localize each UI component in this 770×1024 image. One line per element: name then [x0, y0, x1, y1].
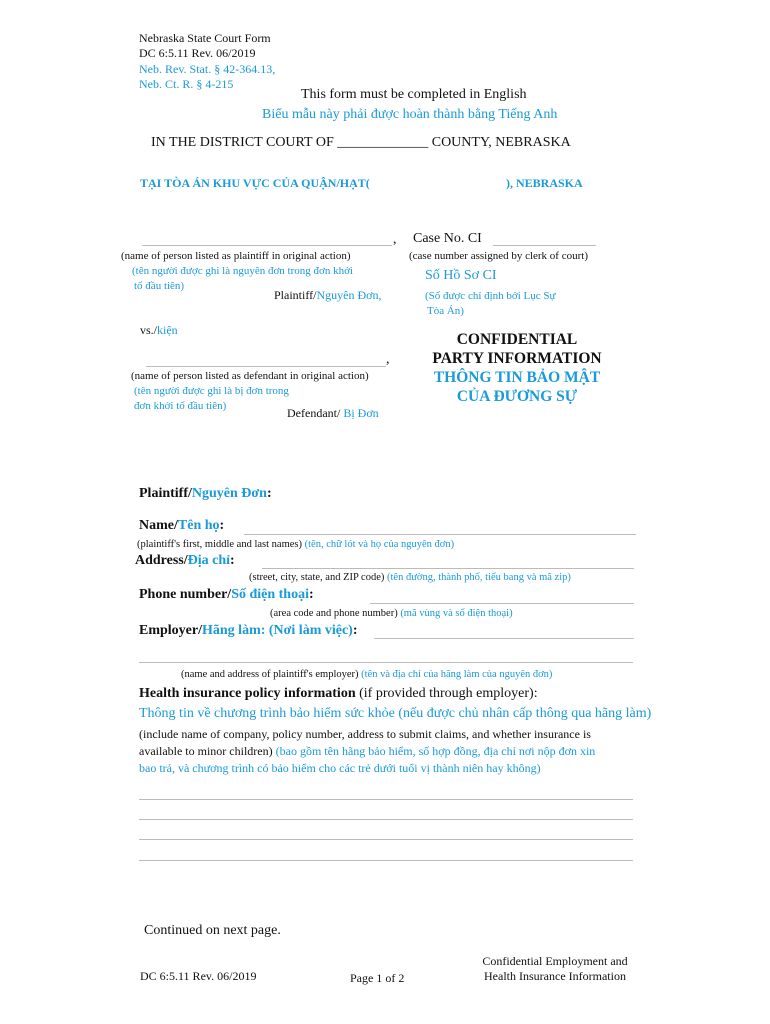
- name-hint: [137, 539, 454, 550]
- phone-hint-en: (area code and phone number): [270, 608, 398, 619]
- footer-doc-title-2: Health Insurance Information: [484, 969, 626, 983]
- insurance-desc-2: [139, 744, 595, 759]
- phone-label: [139, 587, 314, 603]
- employer-label-en: Employer/: [139, 623, 202, 638]
- case-number-hint-vi-1: (Số được chỉ định bởi Lục Sự: [425, 290, 556, 302]
- insurance-input-line-4[interactable]: [139, 860, 633, 861]
- insurance-desc-1: (include name of company, policy number, address to submit claims, and whether insurance is: [139, 727, 591, 741]
- address-hint: [249, 572, 571, 583]
- phone-input-line[interactable]: [370, 603, 634, 604]
- employer-label-colon: :: [352, 623, 358, 638]
- english-notice: This form must be completed in English: [301, 87, 527, 102]
- name-label: [139, 518, 224, 534]
- case-number-label-vi: Số Hồ Sơ CI: [425, 268, 497, 283]
- defendant-hint-vi-2: đơn khởi tố đầu tiên): [134, 400, 227, 412]
- employer-hint: [181, 669, 552, 680]
- form-title-line-3-vi: THÔNG TIN BẢO MẬT: [433, 369, 601, 386]
- employer-input-line-1[interactable]: [374, 638, 634, 639]
- versus-vi: kiện: [157, 323, 178, 337]
- plaintiff-name-line[interactable]: [142, 245, 392, 246]
- court-heading-vi-left: TẠI TÒA ÁN KHU VỰC CỦA QUẬN/HẠT(: [140, 176, 370, 190]
- section-heading-en: Plaintiff/: [139, 486, 192, 501]
- defendant-role: [287, 406, 379, 421]
- address-label: [135, 553, 235, 569]
- plaintiff-role-vi: Nguyên Đơn,: [316, 288, 382, 302]
- case-number-hint: (case number assigned by clerk of court): [409, 250, 588, 262]
- form-title-line-4-vi: CỦA ĐƯƠNG SỰ: [456, 388, 578, 405]
- plaintiff-hint-vi-1: (tên người được ghi là nguyên đơn trong đơn khởi: [132, 265, 353, 277]
- section-heading-vi: Nguyên Đơn: [191, 486, 267, 501]
- phone-label-en: Phone number/: [139, 587, 232, 602]
- continued-note: Continued on next page.: [144, 923, 281, 938]
- form-name: Nebraska State Court Form: [139, 31, 271, 45]
- footer-form-code: DC 6:5.11 Rev. 06/2019: [140, 969, 257, 983]
- plaintiff-hint: (name of person listed as plaintiff in original action): [121, 250, 351, 262]
- address-input-line[interactable]: [262, 568, 634, 569]
- defendant-role-vi: Bị Đơn: [343, 406, 379, 420]
- insurance-input-line-3[interactable]: [139, 839, 633, 840]
- defendant-hint: (name of person listed as defendant in original action): [131, 370, 369, 382]
- plaintiff-role-en: Plaintiff/: [274, 288, 317, 302]
- plaintiff-section-heading: [139, 486, 272, 502]
- insurance-title-bold: Health insurance policy information: [139, 686, 356, 701]
- case-number-hint-vi-2: Tòa Án): [427, 305, 464, 317]
- insurance-desc-2-vi: (bao gồm tên hãng bảo hiểm, số hợp đồng, địa chỉ nơi nộp đơn xin: [275, 744, 596, 758]
- name-label-en: Name/: [139, 518, 178, 533]
- insurance-title-vi: Thông tin về chương trình bảo hiểm sức khỏe (nếu được chủ nhân cấp thông qua hãng làm): [139, 706, 652, 721]
- address-label-vi: Địa chỉ: [187, 553, 231, 568]
- footer-doc-title: [478, 954, 632, 984]
- statute-1: Neb. Rev. Stat. § 42-364.13,: [139, 62, 276, 76]
- name-hint-en: (plaintiff's first, middle and last names): [137, 539, 302, 550]
- page-number: Page 1 of 2: [350, 971, 405, 985]
- insurance-desc-3-vi: bao trả, và chương trình có bảo hiểm cho các trẻ dưới tuổi vị thành niên hay không): [139, 761, 541, 775]
- defendant-hint-vi-1: (tên người được ghi là bị đơn trong: [134, 385, 289, 397]
- vietnamese-notice: Biểu mẫu này phải được hoàn thành bằng Tiếng Anh: [262, 107, 558, 122]
- address-hint-vi: (tên đường, thành phố, tiểu bang và mã zip): [387, 572, 571, 583]
- address-hint-en: (street, city, state, and ZIP code): [249, 572, 385, 583]
- insurance-desc-2-en: available to minor children): [139, 744, 273, 758]
- defendant-role-en: Defendant/: [287, 406, 344, 420]
- defendant-comma: ,: [386, 352, 390, 367]
- phone-hint: [270, 608, 513, 619]
- employer-hint-vi: (tên và địa chỉ của hãng làm của nguyên đơn): [361, 669, 553, 680]
- defendant-name-line[interactable]: [146, 366, 386, 367]
- form-title-line-2: PARTY INFORMATION: [432, 350, 602, 367]
- section-heading-colon: :: [266, 486, 272, 501]
- employer-label: [139, 623, 358, 639]
- name-label-colon: :: [219, 518, 225, 533]
- insurance-title-normal: (if provided through employer):: [355, 686, 538, 701]
- versus-en: vs./: [140, 323, 158, 337]
- plaintiff-comma: ,: [393, 232, 397, 247]
- address-label-colon: :: [230, 553, 235, 568]
- court-heading-vi-right: ), NEBRASKA: [506, 176, 583, 190]
- phone-hint-vi: (mã vùng và số điện thoại): [400, 608, 513, 619]
- employer-hint-en: (name and address of plaintiff's employer): [181, 669, 359, 680]
- address-label-en: Address/: [135, 553, 188, 568]
- court-heading: IN THE DISTRICT COURT OF _____________ COUNTY, NEBRASKA: [151, 135, 571, 150]
- case-number-line[interactable]: [493, 245, 596, 246]
- plaintiff-role: [274, 288, 381, 303]
- name-input-line[interactable]: [244, 534, 636, 535]
- insurance-title: [139, 686, 538, 702]
- phone-label-vi: Số điện thoại: [231, 587, 309, 602]
- insurance-input-line-1[interactable]: [139, 799, 633, 800]
- employer-input-line-2[interactable]: [139, 662, 633, 663]
- name-label-vi: Tên họ: [177, 518, 220, 533]
- versus: [140, 323, 178, 338]
- employer-label-vi: Hãng làm: (Nơi làm việc): [202, 623, 353, 638]
- insurance-input-line-2[interactable]: [139, 819, 633, 820]
- footer-doc-title-1: Confidential Employment and: [482, 954, 628, 968]
- statute-2: Neb. Ct. R. § 4-215: [139, 77, 234, 91]
- plaintiff-hint-vi-2: tố đầu tiên): [134, 280, 185, 292]
- form-title-line-1: CONFIDENTIAL: [456, 331, 578, 348]
- phone-label-colon: :: [309, 587, 314, 602]
- name-hint-vi: (tên, chữ lót và họ của nguyên đơn): [304, 539, 455, 550]
- case-number-label: Case No. CI: [413, 231, 482, 246]
- form-code: DC 6:5.11 Rev. 06/2019: [139, 46, 256, 60]
- form-title: [408, 330, 626, 406]
